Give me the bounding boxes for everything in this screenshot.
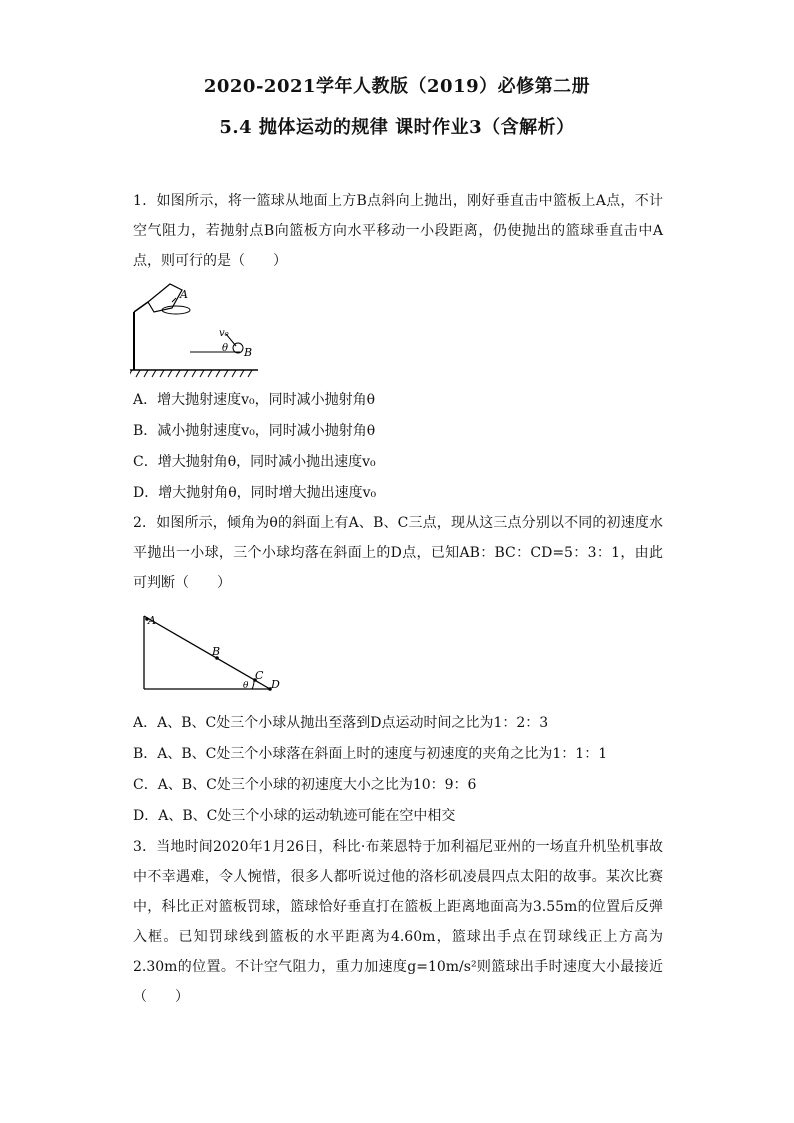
velocity-label: v₀ xyxy=(219,328,229,339)
q1-option-b: B．减小抛射速度v₀，同时减小抛射角θ xyxy=(133,423,376,439)
page-title: 2020-2021学年人教版（2019）必修第二册 xyxy=(203,76,591,97)
q2-option-a: A．A、B、C处三个小球从抛出至落到D点运动时间之比为1：2：3 xyxy=(133,715,549,731)
q1-option-a: A．增大抛射速度v₀，同时减小抛射角θ xyxy=(133,392,376,408)
incline-figure xyxy=(140,612,285,694)
basketball-hoop-figure xyxy=(130,280,260,380)
q2-option-d: D．A、B、C处三个小球的运动轨迹可能在空中相交 xyxy=(133,808,456,824)
q1-option-c: C．增大抛射角θ，同时减小抛出速度v₀ xyxy=(133,454,376,470)
q1-option-d: D．增大抛射角θ，同时增大抛出速度v₀ xyxy=(133,485,377,501)
question-1-stem: 1．如图所示，将一篮球从地面上方B点斜向上抛出，刚好垂直击中篮板上A点，不计空气阻力，若抛射点B向篮板方向水平移动一小段距离，仍使抛出的篮球垂直击中A点，则可行的是（ ） xyxy=(133,193,663,269)
point-b-label: B xyxy=(212,645,221,658)
point-d-label: D xyxy=(271,678,280,691)
question-3-stem: 3．当地时间2020年1月26日，科比·布莱恩特于加利福尼亚州的一场直升机坠机事故中不幸遇难，令人惋惜，很多人都听说过他的洛杉矶凌晨四点太阳的故事。某次比赛中，科比正对篮板罚球，篮球恰好垂直打在篮板上距离地面高为3.55m的位置后反弹入框。已知罚球线到篮板的水平距离为4.60m，篮球出手点在罚球线正上方高为2.30m的位置。不计空气阻力，重力加速度g=10m/s²则篮球出手时速度大小最接近（ ） xyxy=(133,839,663,1005)
question-2-stem: 2．如图所示，倾角为θ的斜面上有A、B、C三点，现从这三点分别以不同的初速度水平抛出一小球，三个小球均落在斜面上的D点，已知AB：BC：CD=5：3：1，由此可判断（ ） xyxy=(133,515,663,591)
angle-label: θ xyxy=(222,343,229,354)
point-b-label: B xyxy=(244,346,253,359)
point-c-label: C xyxy=(255,669,264,682)
q2-option-c: C．A、B、C处三个小球的初速度大小之比为10：9：6 xyxy=(133,777,477,793)
q2-option-b: B．A、B、C处三个小球落在斜面上时的速度与初速度的夹角之比为1：1：1 xyxy=(133,746,608,762)
point-a-label: A xyxy=(180,288,188,301)
page-subtitle: 5.4 抛体运动的规律 课时作业3（含解析） xyxy=(219,117,575,138)
angle-label: θ xyxy=(243,681,249,691)
point-a-label: A xyxy=(148,614,156,627)
